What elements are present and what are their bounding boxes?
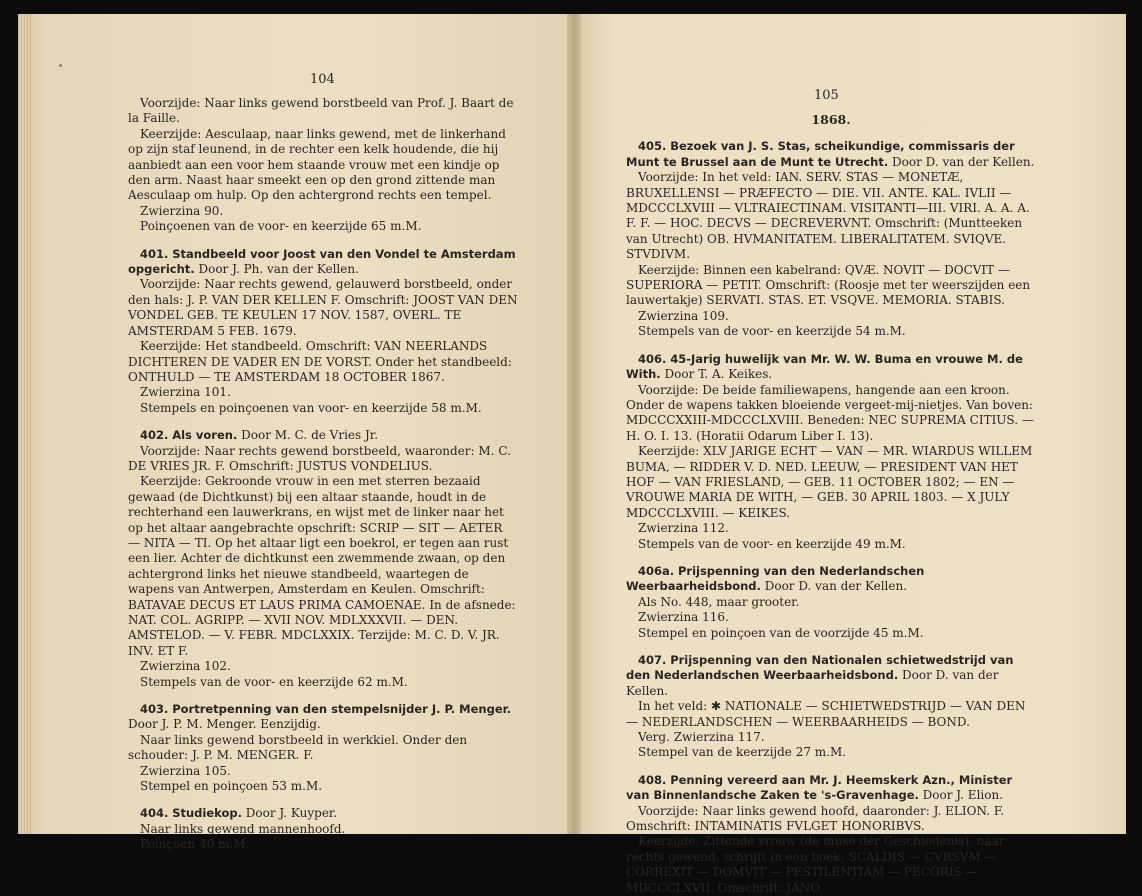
paragraph: Keerzijde: Het standbeeld. Omschrift: VAN NEERLANDS DICHTEREN DE VADER EN DE VORST. Onder het standbeeld: ONTHULD — TE AMSTERDAM 18 OCTOBER 1867. xyxy=(128,339,512,384)
book-spread xyxy=(18,14,1126,895)
paragraph: Voorzijde: Naar links gewend hoofd, daaronder: J. ELION. F. Omschrift: INTAMINATIS FVLGET HONORIBVS. xyxy=(626,803,1005,834)
entry-heading: 405. Bezoek van J. S. Stas, scheikundige, commissaris der Munt te Brussel aan de Munt te Utrecht. Door D. van der Kellen. xyxy=(626,139,1035,169)
paragraph: Voorzijde: Naar links gewend borstbeeld van Prof. J. Baart de la Faille. xyxy=(128,96,514,126)
paragraph: Keerzijde: Aesculaap, naar links gewend, met de linkerhand op zijn staf leunend, in de rechter een kelk houdende, die hij aanbiedt aan een voor hem staande vrouw met een kindje op den arm. Naast haar smeekt een op den grond zittende man Aesculaap om hulp. Op den achtergrond rechts een tempel. xyxy=(128,126,506,203)
paragraph: Zwierzina 105. xyxy=(140,763,231,778)
entry-heading: 406a. Prijspenning van den Nederlandschen Weerbaarheidsbond. Door D. van der Kellen. xyxy=(626,563,925,594)
entry-heading: 404. Studiekop. Door J. Kuyper. xyxy=(140,806,338,821)
paragraph: Poinçoen 40 m.M. xyxy=(140,837,250,852)
paragraph: Stempels van de voor- en keerzijde 62 m.M. xyxy=(140,674,408,689)
left-page-text xyxy=(128,96,518,853)
paper-speck xyxy=(59,64,62,67)
book-gutter xyxy=(567,14,581,834)
right-page-text xyxy=(626,112,1036,896)
paragraph: Stempels van de voor- en keerzijde 49 m.M. xyxy=(638,536,906,551)
paragraph: Naar links gewend mannenhoofd. xyxy=(140,821,346,836)
entry-heading: 406. 45-Jarig huwelijk van Mr. W. W. Buma en vrouwe M. de With. Door T. A. Keikes. xyxy=(626,351,1023,382)
paragraph: Naar links gewend borstbeeld in werkkiel. Onder den schouder: J. P. M. MENGER. F. xyxy=(128,732,468,763)
paragraph: In het veld: ✱ NATIONALE — SCHIETWEDSTRIJD — VAN DEN — NEDERLANDSCHEN — WEERBAARHEIDS — BOND. xyxy=(626,699,1026,729)
entry-heading: 408. Penning vereerd aan Mr. J. Heemskerk Azn., Minister van Binnenlandsche Zaken te 's-Gravenhage. Door J. Elion. xyxy=(626,772,1013,803)
paragraph: Zwierzina 112. xyxy=(638,521,729,536)
paragraph: Stempel en poinçoen van de voorzijde 45 m.M. xyxy=(638,625,924,640)
paragraph: Voorzijde: Naar rechts gewend borstbeeld, waaronder: M. C. DE VRIES JR. F. Omschrift: JUSTUS VONDELIUS. xyxy=(128,443,511,473)
paragraph: Keerzijde: Zittende vrouw (de muse der Geschiedenis), naar rechts gewend, schrijft in een boek: SCALDIS — CVRSVM — CORREXIT — DOMVIT — PESTILENTIAM — PECORIS — MDCCCLXVII. Omschrift: JANO xyxy=(626,834,1005,895)
paragraph: Stempel van de keerzijde 27 m.M. xyxy=(638,745,847,760)
paragraph: Als No. 448, maar grooter. xyxy=(638,594,800,609)
entry-heading: 407. Prijspenning van den Nationalen schietwedstrijd van den Nederlandschen Weerbaarheidsbond. Door D. van der Kellen. xyxy=(626,653,1014,698)
paragraph: Stempels en poinçoenen van voor- en keerzijde 58 m.M. xyxy=(140,400,482,415)
paragraph: Stempels van de voor- en keerzijde 54 m.M. xyxy=(638,324,906,339)
paragraph: Voorzijde: In het veld: IAN. SERV. STAS — MONETÆ, BRUXELLENSI — PRÆFECTO — DIE. VII. ANTE. KAL. IVLII — MDCCCLXVIII — VLTRAIECTINAM. VISITANTI—III. VIRI. A. A. A. F. F. — HOC. DECVS — DECREVERVNT. Omschrift: (Muntteeken van Utrecht) OB. HVMANITATEM. LIBERALITATEM. SVIQVE. STVDIVM. xyxy=(626,170,1030,262)
paragraph: Keerzijde: Binnen een kabelrand: QVÆ. NOVIT — DOCVIT — SUPERIORA — PETIT. Omschrift: (Roosje met ter weerszijden een lauwertakje) SERVATI. STAS. ET. VSQVE. MEMORIA. STABIS. xyxy=(626,262,1031,308)
entry-heading: 401. Standbeeld voor Joost van den Vondel te Amsterdam opgericht. Door J. Ph. van der Kellen. xyxy=(128,246,516,277)
page-edges xyxy=(18,14,32,834)
left-page xyxy=(18,14,574,852)
entry-heading: 402. Als voren. Door M. C. de Vries Jr. xyxy=(140,428,379,443)
right-page xyxy=(574,14,1126,895)
page-number-right: 105 xyxy=(814,88,839,103)
paragraph: Zwierzina 90. xyxy=(140,203,224,218)
paragraph: Zwierzina 109. xyxy=(638,308,729,323)
paragraph: Voorzijde: De beide familiewapens, hangende aan een kroon. Onder de wapens takken bloeiende vergeet-mij-nietjes. Van boven: MDCCCXXIII-MDCCCLXVIII. Beneden: NEC SUPREMA CITIUS. — H. O. I. 13. (Horatii Odarum Liber I. 13). xyxy=(626,382,1034,443)
paragraph: Keerzijde: Gekroonde vrouw in een met sterren bezaaid gewaad (de Dichtkunst) bij een altaar staande, houdt in de rechterhand een lauwerkrans, en wijst met de linker naar het op het altaar aangebrachte opschrift: SCRIP — SIT — AETER — NITA — TI. Op het altaar ligt een boekrol, er tegen aan rust een lier. Achter de dichtkunst een zwemmende zwaan, op den achtergrond links het nieuwe standbeeld, waartegen de wapens van Antwerpen, Amsterdam en Keulen. Omschrift: BATAVAE DECUS ET LAUS PRIMA CAMOENAE. In de afsnede: NAT. COL. AGRIPP. — XVII NOV. MDLXXXVII. — DEN. AMSTELOD. — V. FEBR. MDCLXXIX. Terzijde: M. C. D. V. JR. INV. ET F. xyxy=(128,474,516,658)
paragraph: Poinçoenen van de voor- en keerzijde 65 m.M. xyxy=(140,219,422,234)
paragraph: Zwierzina 116. xyxy=(638,610,729,625)
paragraph: Voorzijde: Naar rechts gewend, gelauwerd borstbeeld, onder den hals: J. P. VAN DER KELLEN F. Omschrift: JOOST VAN DEN VONDEL GEB. TE KEULEN 17 NOV. 1587, OVERL. TE AMSTERDAM 5 FEB. 1679. xyxy=(128,277,518,338)
paragraph: Verg. Zwierzina 117. xyxy=(638,730,765,745)
entry-heading: 403. Portretpenning van den stempelsnijder J. P. Menger. Door J. P. M. Menger. Eenzijdig. xyxy=(128,702,512,732)
paragraph: Stempel en poinçoen 53 m.M. xyxy=(140,779,323,794)
paragraph: Keerzijde: XLV JARIGE ECHT — VAN — MR. WIARDUS WILLEM BUMA, — RIDDER V. D. NED. LEEUW, — PRESIDENT VAN HET HOF — VAN FRIESLAND, — GEB. 11 OCTOBER 1802; — EN — VROUWE MARIA DE WITH, — GEB. 30 APRIL 1803. — X JULY MDCCCLXVIII. — KEIKES. xyxy=(626,444,1033,520)
page-number-left: 104 xyxy=(310,72,335,87)
paragraph: Zwierzina 102. xyxy=(140,659,231,674)
paragraph: Zwierzina 101. xyxy=(140,385,231,400)
year-heading: 1868. xyxy=(811,112,851,127)
